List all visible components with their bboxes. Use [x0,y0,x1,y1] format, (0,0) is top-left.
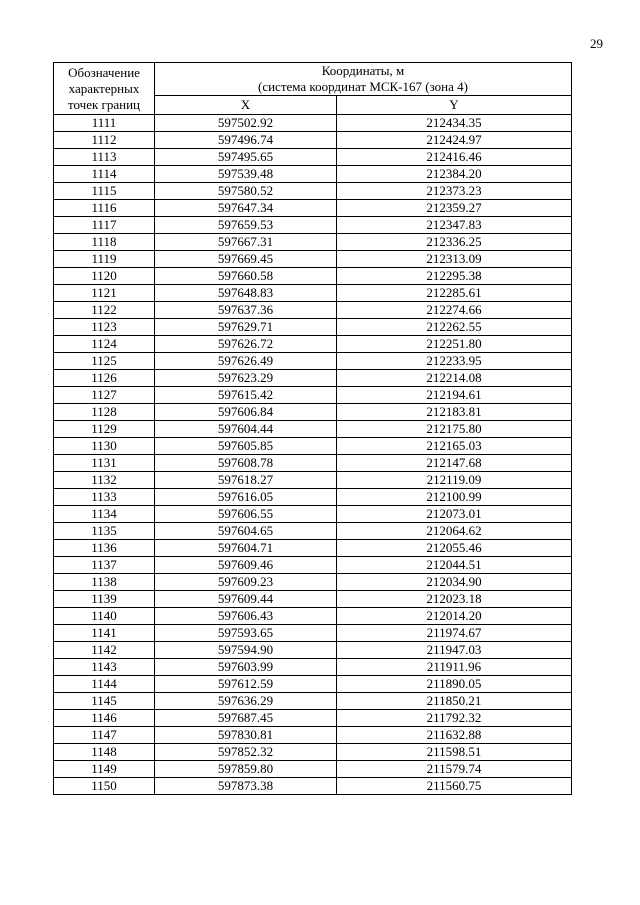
table-row [54,676,572,693]
x-coordinate-cell: 597604.71 [155,540,337,557]
point-id-cell: 1128 [54,404,155,421]
point-id-cell: 1116 [54,200,155,217]
y-coordinate-cell: 212274.66 [337,302,572,319]
table-row [54,336,572,353]
y-coordinate-cell: 211632.88 [337,727,572,744]
x-coordinate-cell: 597604.44 [155,421,337,438]
table-row [54,778,572,795]
x-coordinate-cell: 597830.81 [155,727,337,744]
point-id-cell: 1129 [54,421,155,438]
table-row [54,591,572,608]
y-coordinate-cell: 211974.67 [337,625,572,642]
point-id-cell: 1149 [54,761,155,778]
x-coordinate-cell: 597539.48 [155,166,337,183]
point-id-cell: 1126 [54,370,155,387]
y-coordinate-cell: 212073.01 [337,506,572,523]
y-coordinate-cell: 212373.23 [337,183,572,200]
y-column-header: Y [337,96,572,115]
x-coordinate-cell: 597636.29 [155,693,337,710]
table-row [54,251,572,268]
x-coordinate-cell: 597593.65 [155,625,337,642]
table-row [54,523,572,540]
table-row [54,166,572,183]
y-coordinate-cell: 212214.08 [337,370,572,387]
point-id-cell: 1118 [54,234,155,251]
table-row [54,506,572,523]
y-coordinate-cell: 212034.90 [337,574,572,591]
coordinates-table [53,62,572,795]
x-coordinate-cell: 597612.59 [155,676,337,693]
point-id-cell: 1112 [54,132,155,149]
point-id-cell: 1114 [54,166,155,183]
x-column-header: X [155,96,337,115]
coordinates-title-header [155,63,572,96]
point-id-cell: 1111 [54,115,155,132]
x-coordinate-cell: 597618.27 [155,472,337,489]
point-id-cell: 1146 [54,710,155,727]
y-coordinate-cell: 211579.74 [337,761,572,778]
table-row [54,319,572,336]
x-coordinate-cell: 597604.65 [155,523,337,540]
y-coordinate-cell: 212147.68 [337,455,572,472]
point-id-cell: 1150 [54,778,155,795]
coordinates-title-line-2: (система координат МСК-167 (зона 4) [258,79,468,94]
table-row [54,744,572,761]
y-coordinate-cell: 212251.80 [337,336,572,353]
table-row [54,489,572,506]
table-row [54,608,572,625]
x-coordinate-cell: 597496.74 [155,132,337,149]
y-coordinate-cell: 212100.99 [337,489,572,506]
point-id-cell: 1123 [54,319,155,336]
y-coordinate-cell: 212183.81 [337,404,572,421]
x-coordinate-cell: 597629.71 [155,319,337,336]
point-id-cell: 1124 [54,336,155,353]
point-id-cell: 1142 [54,642,155,659]
x-coordinate-cell: 597606.55 [155,506,337,523]
table-row [54,387,572,404]
x-coordinate-cell: 597626.72 [155,336,337,353]
table-row [54,574,572,591]
point-id-cell: 1140 [54,608,155,625]
y-coordinate-cell: 212295.38 [337,268,572,285]
x-coordinate-cell: 597616.05 [155,489,337,506]
x-coordinate-cell: 597502.92 [155,115,337,132]
table-row [54,727,572,744]
point-id-cell: 1119 [54,251,155,268]
point-id-cell: 1117 [54,217,155,234]
x-coordinate-cell: 597580.52 [155,183,337,200]
table-row [54,200,572,217]
point-id-cell: 1145 [54,693,155,710]
y-coordinate-cell: 212233.95 [337,353,572,370]
point-id-cell: 1130 [54,438,155,455]
x-coordinate-cell: 597687.45 [155,710,337,727]
point-id-cell: 1133 [54,489,155,506]
table-row [54,132,572,149]
table-row [54,642,572,659]
y-coordinate-cell: 211560.75 [337,778,572,795]
y-coordinate-cell: 212416.46 [337,149,572,166]
y-coordinate-cell: 212384.20 [337,166,572,183]
table-row [54,455,572,472]
y-coordinate-cell: 211947.03 [337,642,572,659]
point-id-cell: 1131 [54,455,155,472]
y-coordinate-cell: 212424.97 [337,132,572,149]
y-coordinate-cell: 212175.80 [337,421,572,438]
x-coordinate-cell: 597495.65 [155,149,337,166]
point-id-cell: 1125 [54,353,155,370]
point-id-cell: 1144 [54,676,155,693]
point-id-cell: 1136 [54,540,155,557]
table-row [54,268,572,285]
point-label-line-3: точек границ [67,96,141,112]
y-coordinate-cell: 212014.20 [337,608,572,625]
table-row [54,438,572,455]
point-id-cell: 1143 [54,659,155,676]
table-row [54,659,572,676]
x-coordinate-cell: 597609.23 [155,574,337,591]
table-row [54,115,572,132]
x-coordinate-cell: 597615.42 [155,387,337,404]
point-id-cell: 1139 [54,591,155,608]
y-coordinate-cell: 212347.83 [337,217,572,234]
x-coordinate-cell: 597852.32 [155,744,337,761]
table-row [54,625,572,642]
table-row [54,557,572,574]
y-coordinate-cell: 212313.09 [337,251,572,268]
table-row [54,353,572,370]
y-coordinate-cell: 212165.03 [337,438,572,455]
point-label-line-2: характерных [68,80,140,96]
x-coordinate-cell: 597606.84 [155,404,337,421]
x-coordinate-cell: 597603.99 [155,659,337,676]
table-row [54,285,572,302]
x-coordinate-cell: 597648.83 [155,285,337,302]
x-coordinate-cell: 597609.46 [155,557,337,574]
point-id-cell: 1115 [54,183,155,200]
x-coordinate-cell: 597660.58 [155,268,337,285]
y-coordinate-cell: 211792.32 [337,710,572,727]
point-id-cell: 1134 [54,506,155,523]
x-coordinate-cell: 597608.78 [155,455,337,472]
x-coordinate-cell: 597659.53 [155,217,337,234]
table-row [54,761,572,778]
point-id-cell: 1138 [54,574,155,591]
y-coordinate-cell: 211598.51 [337,744,572,761]
table-row [54,472,572,489]
point-id-cell: 1121 [54,285,155,302]
y-coordinate-cell: 212194.61 [337,387,572,404]
table-body [54,115,572,795]
table-row [54,404,572,421]
x-coordinate-cell: 597605.85 [155,438,337,455]
table-row [54,234,572,251]
table-row [54,217,572,234]
x-coordinate-cell: 597859.80 [155,761,337,778]
table-row [54,693,572,710]
y-coordinate-cell: 212359.27 [337,200,572,217]
table-row [54,370,572,387]
table-row [54,149,572,166]
x-coordinate-cell: 597626.49 [155,353,337,370]
x-coordinate-cell: 597667.31 [155,234,337,251]
y-coordinate-cell: 212055.46 [337,540,572,557]
point-id-cell: 1137 [54,557,155,574]
point-id-cell: 1147 [54,727,155,744]
x-coordinate-cell: 597609.44 [155,591,337,608]
y-coordinate-cell: 212434.35 [337,115,572,132]
y-coordinate-cell: 211850.21 [337,693,572,710]
point-id-cell: 1135 [54,523,155,540]
y-coordinate-cell: 212064.62 [337,523,572,540]
x-coordinate-cell: 597606.43 [155,608,337,625]
y-coordinate-cell: 212336.25 [337,234,572,251]
page-number: 29 [590,36,603,51]
x-coordinate-cell: 597647.34 [155,200,337,217]
y-coordinate-cell: 212119.09 [337,472,572,489]
point-label-line-1: Обозначение [68,64,140,80]
point-id-cell: 1127 [54,387,155,404]
point-id-cell: 1141 [54,625,155,642]
point-label-header [54,63,155,115]
table-row [54,302,572,319]
y-coordinate-cell: 211890.05 [337,676,572,693]
point-id-cell: 1113 [54,149,155,166]
table-row [54,710,572,727]
y-coordinate-cell: 212044.51 [337,557,572,574]
x-coordinate-cell: 597623.29 [155,370,337,387]
point-id-cell: 1122 [54,302,155,319]
table-row [54,540,572,557]
y-coordinate-cell: 211911.96 [337,659,572,676]
point-id-cell: 1120 [54,268,155,285]
x-coordinate-cell: 597637.36 [155,302,337,319]
y-coordinate-cell: 212023.18 [337,591,572,608]
y-coordinate-cell: 212285.61 [337,285,572,302]
y-coordinate-cell: 212262.55 [337,319,572,336]
table-row [54,421,572,438]
table-row [54,183,572,200]
x-coordinate-cell: 597594.90 [155,642,337,659]
point-id-cell: 1148 [54,744,155,761]
point-id-cell: 1132 [54,472,155,489]
x-coordinate-cell: 597669.45 [155,251,337,268]
x-coordinate-cell: 597873.38 [155,778,337,795]
coordinates-title-line-1: Координаты, м [321,63,405,78]
